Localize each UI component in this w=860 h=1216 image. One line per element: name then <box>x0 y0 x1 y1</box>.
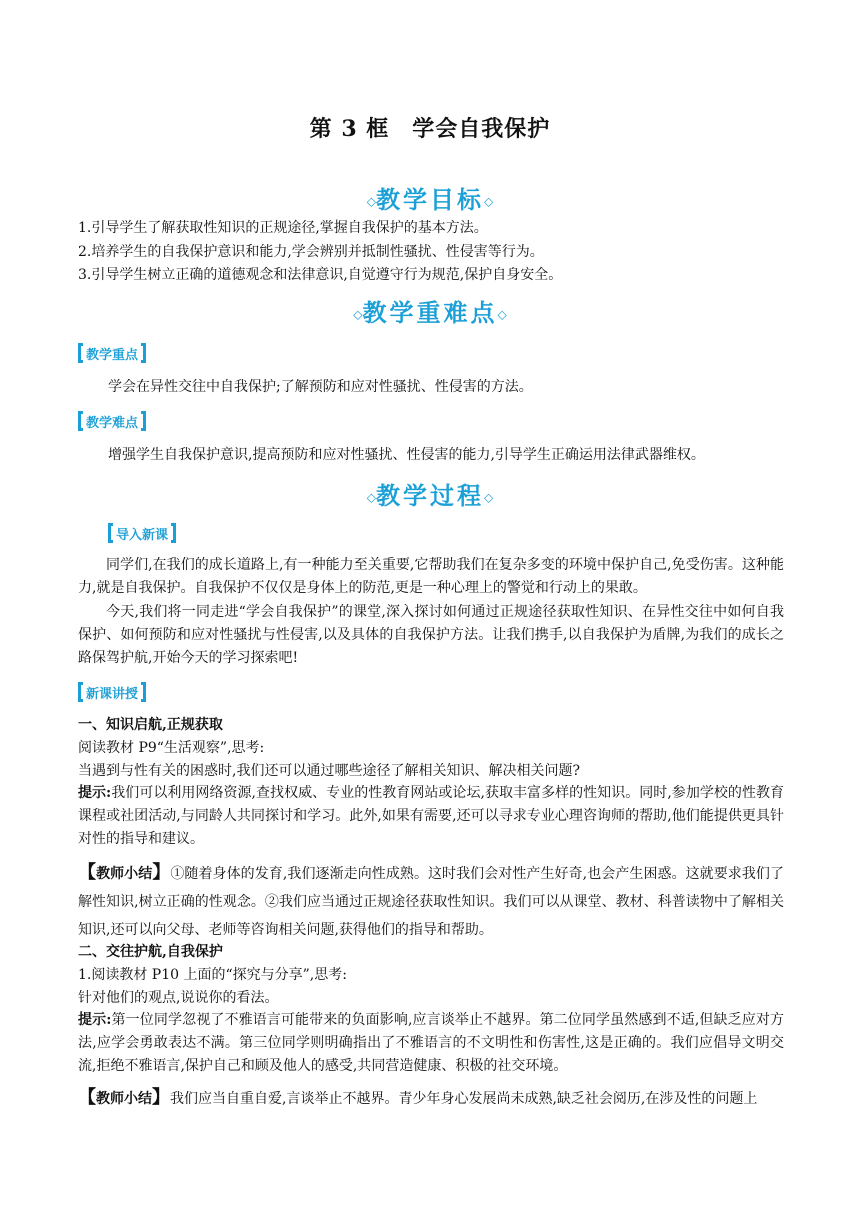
intro-paragraph: 同学们,在我们的成长道路上,有一种能力至关重要,它帮助我们在复杂多变的环境中保护自己,免受伤害。这种能力,就是自我保护。自我保护不仅仅是身体上的防范,更是一种心理上的警觉和行动上的果敢。 <box>78 557 784 596</box>
summary-tag: 【教师小结】 <box>78 1087 170 1108</box>
diamond-icon: ◇ <box>366 194 376 209</box>
part1-summary: 【教师小结】①随着身体的发育,我们逐渐走向性成熟。这时我们会对性产生好奇,也会产生困惑。这就要求我们了解性知识,树立正确的性观念。②我们应当通过正规途径获取性知识。我们可以从课堂、教材、科普读物中了解相关知识,还可以向父母、老师等咨询相关问题,获得他们的指导和帮助。 <box>78 862 784 938</box>
objective-item: 1.引导学生了解获取性知识的正规途径,掌握自我保护的基本方法。 <box>78 220 488 236</box>
diamond-icon: ◇ <box>366 490 376 505</box>
objective-item: 3.引导学生树立正确的道德观念和法律意识,自觉遵守行为规范,保护自身安全。 <box>78 267 563 283</box>
part2-read: 1.阅读教材 P10 上面的“探究与分享”,思考: <box>78 967 347 983</box>
objective-item: 2.培养学生的自我保护意识和能力,学会辨别并抵制性骚扰、性侵害等行为。 <box>78 244 544 260</box>
part1-hint: 提示:我们可以利用网络资源,查找权威、专业的性教育网站或论坛,获取丰富多样的性知识。同时,参加学校的性教育课程或社团活动,与同龄人共同探讨和学习。此外,如果有需要,还可以寻求专业心理咨询师的帮助,他们能提供更具针对性的指导和建议。 <box>78 785 784 847</box>
section-heading-process: ◇教学过程◇ <box>366 481 494 510</box>
difficulty-text: 增强学生自我保护意识,提高预防和应对性骚扰、性侵害的能力,引导学生正确运用法律武器维权。 <box>108 447 705 463</box>
part2-summary: 【教师小结】我们应当自重自爱,言谈举止不越界。青少年身心发展尚未成熟,缺乏社会阅历,在涉及性的问题上 <box>78 1087 758 1108</box>
part2-hint: 提示:第一位同学忽视了不雅语言可能带来的负面影响,应言谈举止不越界。第二位同学虽然感到不适,但缺乏应对方法,应学会勇敢表达不满。第三位同学则明确指出了不雅语言的不文明性和伤害性,这是正确的。我们应倡导文明交流,拒绝不雅语言,保护自己和顾及他人的感受,共同营造健康、积极的社交环境。 <box>78 1012 784 1074</box>
part1-question: 当遇到与性有关的困惑时,我们还可以通过哪些途径了解相关知识、解决相关问题? <box>78 763 580 779</box>
part1-read: 阅读教材 P9“生活观察”,思考: <box>78 740 265 756</box>
focus-text: 学会在异性交往中自我保护;了解预防和应对性骚扰、性侵害的方法。 <box>108 379 533 395</box>
intro-tag: 导入新课 <box>108 523 176 543</box>
diamond-icon: ◇ <box>497 307 507 322</box>
page-title: 第 3 框 学会自我保护 <box>309 116 551 142</box>
diamond-icon: ◇ <box>484 194 494 209</box>
section-heading-objectives: ◇教学目标◇ <box>366 185 494 214</box>
lesson-tag: 新课讲授 <box>78 682 146 702</box>
diamond-icon: ◇ <box>353 307 363 322</box>
diamond-icon: ◇ <box>484 490 494 505</box>
section-heading-key-points: ◇教学重难点◇ <box>353 298 507 327</box>
part1-heading: 一、知识启航,正规获取 <box>78 717 223 733</box>
difficulty-tag: 教学难点 <box>78 411 146 431</box>
part2-question: 针对他们的观点,说说你的看法。 <box>78 990 279 1006</box>
part2-heading: 二、交往护航,自我保护 <box>78 944 223 960</box>
focus-tag: 教学重点 <box>78 343 146 363</box>
summary-tag: 【教师小结】 <box>78 862 171 883</box>
intro-paragraph: 今天,我们将一同走进“学会自我保护”的课堂,深入探讨如何通过正规途径获取性知识、在异性交往中如何自我保护、如何预防和应对性骚扰与性侵害,以及具体的自我保护方法。让我们携手,以自我保护为盾牌,为我们的成长之路保驾护航,开始今天的学习探索吧! <box>78 604 784 666</box>
